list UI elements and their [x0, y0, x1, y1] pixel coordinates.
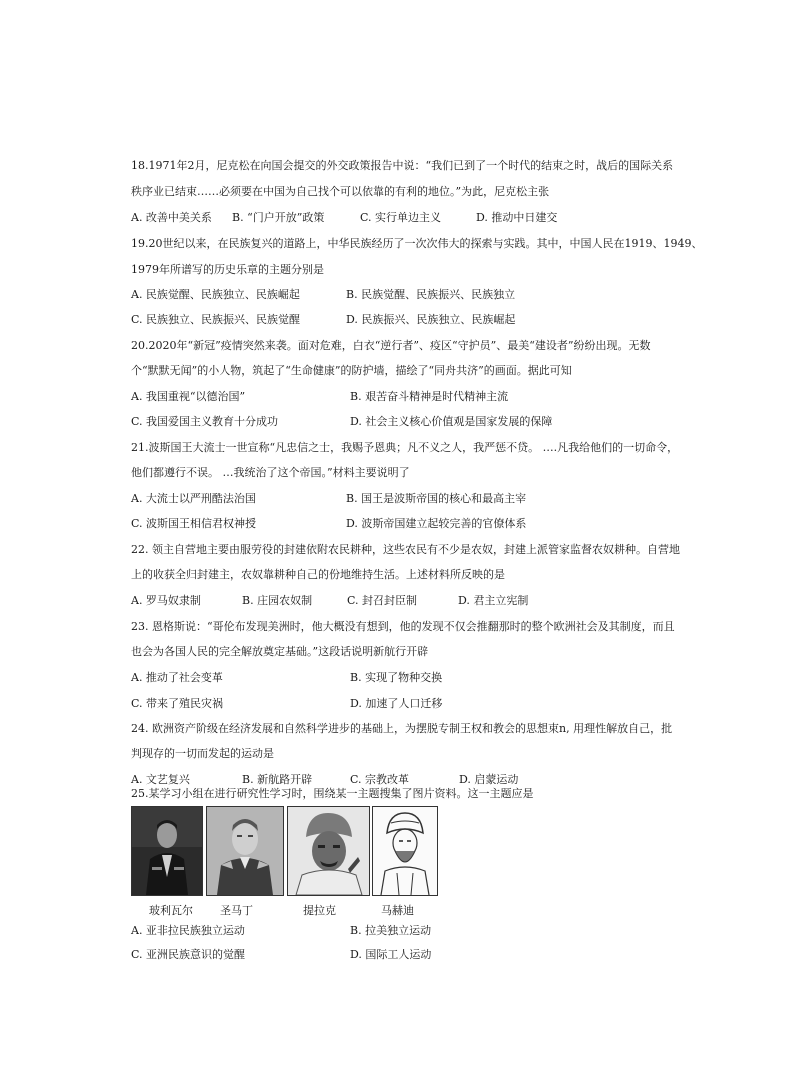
q23-stem-line1: 23. 恩格斯说：“哥伦布发现美洲时，他大概没有想到，他的发现不仅会推翻那时的整个欧洲社会及其制度，而且: [131, 620, 675, 633]
q23-option-a: A. 推动了社会变革: [131, 671, 223, 684]
q19-stem-line2: 1979年所谱写的历史乐章的主题分别是: [131, 263, 324, 276]
q23-option-d: D. 加速了人口迁移: [350, 697, 443, 710]
q20-option-d: D. 社会主义核心价值观是国家发展的保障: [350, 415, 553, 428]
q22-option-a: A. 罗马奴隶制: [131, 594, 201, 607]
q20-option-b: B. 艰苦奋斗精神是时代精神主流: [350, 390, 509, 403]
q25-option-c: C. 亚洲民族意识的觉醒: [131, 948, 246, 961]
q18-stem-line2: 秩序业已结束……必须要在中国为自己找个可以依靠的有利的地位。”为此，尼克松主张: [131, 185, 550, 198]
q21-stem-line1: 21.波斯国王大流士一世宣称“凡忠信之士，我赐予恩典；凡不义之人，我严惩不贷。 ….凡我给他们的一切命令，: [131, 441, 679, 454]
q24-stem-line1: 24. 欧洲资产阶级在经济发展和自然科学进步的基础上，为摆脱专制王权和教会的思想束n, 用理性解放自己，批: [131, 722, 673, 735]
q18-option-a: A. 改善中美关系: [131, 211, 212, 224]
q23-option-c: C. 带来了殖民灾祸: [131, 697, 224, 710]
q25-option-d: D. 国际工人运动: [350, 948, 432, 961]
q21-option-d: D. 波斯帝国建立起较完善的官僚体系: [346, 517, 527, 530]
q25-option-a: A. 亚非拉民族独立运动: [131, 924, 245, 937]
caption-bolivar: 玻利瓦尔: [149, 904, 193, 917]
q22-stem-line1: 22. 领主自营地主要由服劳役的封建依附农民耕种，这些农民有不少是农奴，封建上派管家监督农奴耕种。自营地: [131, 543, 680, 556]
q18-option-d: D. 推动中日建交: [476, 211, 558, 224]
q20-stem-line2: 个“默默无闻”的小人物，筑起了“生命健康”的防护墙，描绘了“同舟共济”的画面。据此可知: [131, 364, 572, 377]
q25-option-b: B. 拉美独立运动: [350, 924, 432, 937]
q18-option-c: C. 实行单边主义: [360, 211, 442, 224]
q20-stem-line1: 20.2020年“新冠”疫情突然来袭。面对危难，白衣“逆行者”、疫区“守护员”、最美“建设者”纷纷出现。无数: [131, 339, 651, 352]
q21-option-c: C. 波斯国王相信君权神授: [131, 517, 257, 530]
q24-option-b: B. 新航路开辟: [242, 773, 313, 786]
q18-option-b: B. “门户开放”政策: [232, 211, 325, 224]
caption-tilak: 提拉克: [303, 904, 336, 917]
q19-option-d: D. 民族振兴、民族独立、民族崛起: [346, 313, 516, 326]
q21-option-a: A. 大流士以严刑酷法治国: [131, 492, 256, 505]
q22-stem-line2: 上的收获全归封建主，农奴靠耕种自己的份地维持生活。上述材料所反映的是: [131, 568, 505, 581]
q25-stem-line1: 25.某学习小组在进行研究性学习时，围绕某一主题搜集了图片资料。这一主题应是: [131, 787, 534, 800]
portrait-tilak-image: [287, 806, 370, 896]
q24-stem-line2: 判现存的一切而发起的运动是: [131, 747, 274, 760]
q22-option-c: C. 封召封臣制: [347, 594, 418, 607]
q19-option-b: B. 民族觉醒、民族振兴、民族独立: [346, 288, 516, 301]
q24-option-d: D. 启蒙运动: [459, 773, 519, 786]
q23-option-b: B. 实现了物种交换: [350, 671, 443, 684]
q21-option-b: B. 国王是波斯帝国的核心和最高主宰: [346, 492, 527, 505]
caption-san-martin: 圣马丁: [220, 904, 253, 917]
q19-option-c: C. 民族独立、民族振兴、民族觉醒: [131, 313, 301, 326]
q22-option-d: D. 君主立宪制: [458, 594, 529, 607]
portrait-mahdi-image: [372, 806, 438, 896]
q24-option-a: A. 文艺复兴: [131, 773, 190, 786]
q23-stem-line2: 也会为各国人民的完全解放奠定基础。”这段话说明新航行开辟: [131, 645, 429, 658]
caption-mahdi: 马赫迪: [381, 904, 414, 917]
q19-option-a: A. 民族觉醒、民族独立、民族崛起: [131, 288, 300, 301]
portrait-san-martin-image: [206, 806, 284, 896]
q20-option-a: A. 我国重视“以德治国”: [131, 390, 246, 403]
q24-option-c: C. 宗教改革: [350, 773, 410, 786]
portrait-bolivar-image: [131, 806, 203, 896]
q18-stem-line1: 18.1971年2月，尼克松在向国会提交的外交政策报告中说：“我们已到了一个时代的结束之时，战后的国际关系: [131, 159, 674, 172]
q21-stem-line2: 他们都遵行不误。 …我统治了这个帝国。”材料主要说明了: [131, 466, 410, 479]
q19-stem-line1: 19.20世纪以来，在民族复兴的道路上，中华民族经历了一次次伟大的探索与实践。其中，中国人民在1919、1949、: [131, 237, 703, 250]
q22-option-b: B. 庄园农奴制: [242, 594, 313, 607]
q20-option-c: C. 我国爱国主义教育十分成功: [131, 415, 279, 428]
